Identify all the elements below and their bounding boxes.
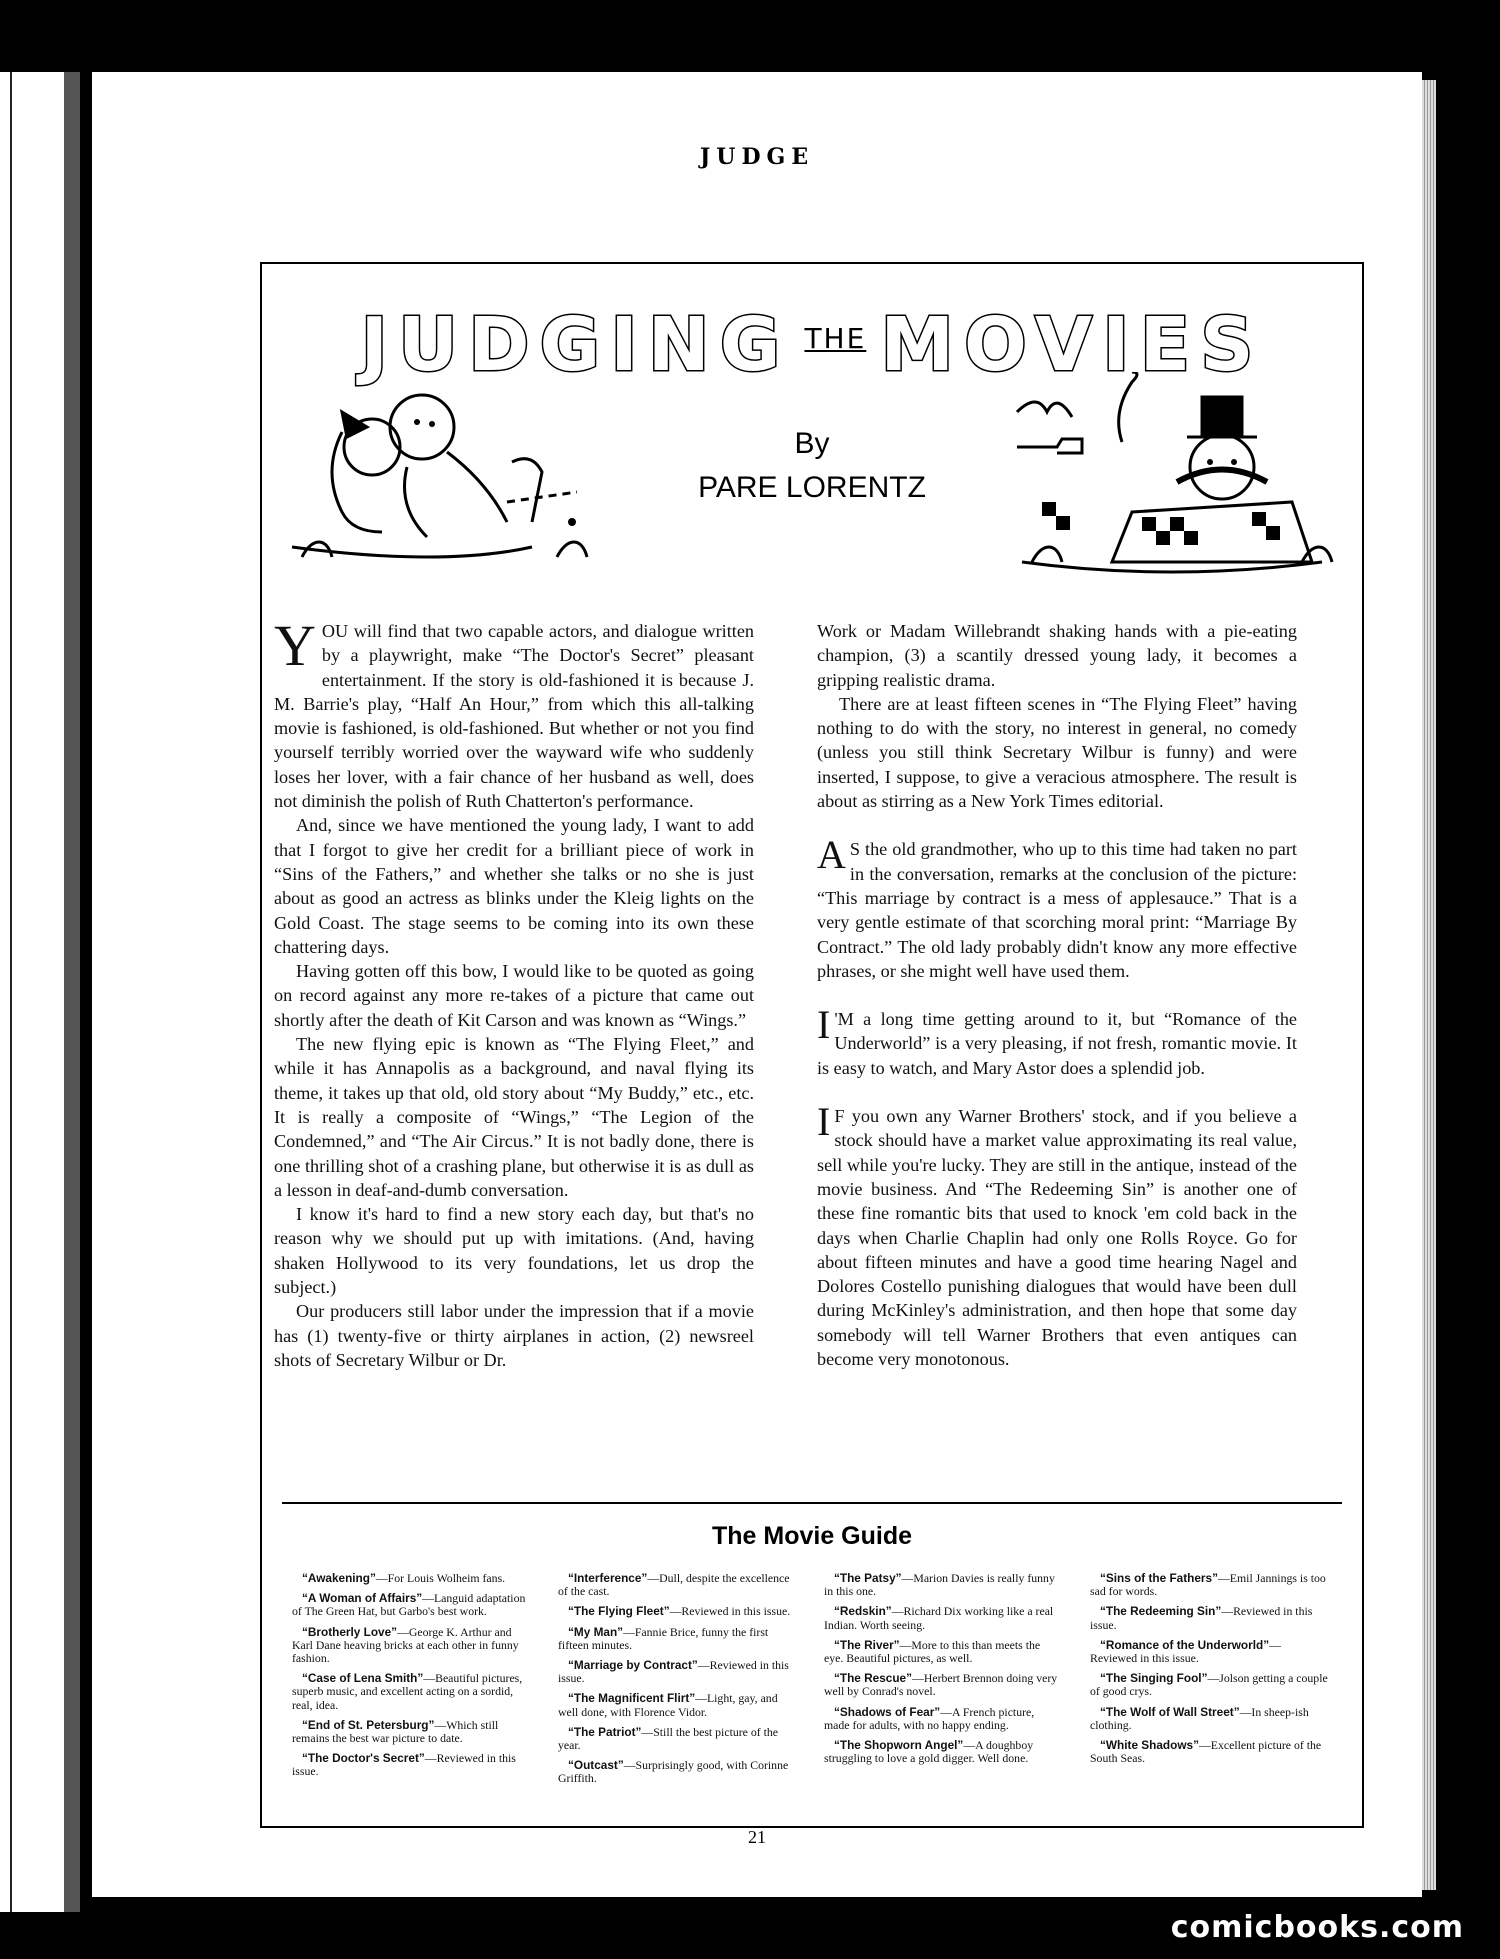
title-word-judging: JUDGING <box>360 302 791 388</box>
article-column-left <box>274 613 754 1372</box>
binding-line <box>0 72 12 1912</box>
drop-cap: Y <box>274 613 316 678</box>
paragraph: YOU will find that two capable actors, and dialogue written by a playwright, make “The Doctor's Secret” pleasant entertainment. If the story is old-fashioned it is because J. M. Barrie's play, “Half An Hour,” from which this all-talking movie is fashioned, is old-fashioned. But whether or not you find yourself terribly worried over the wayward wife who suddenly loses her lover, with a fair chance of her husband as well, does not diminish the polish of Ruth Chatterton's performance. <box>274 613 754 812</box>
watermark: comicbooks.com <box>1170 1910 1464 1945</box>
article-column-right <box>817 619 1297 1371</box>
guide-entry: “Awakening”—For Louis Wolheim fans. <box>302 1571 506 1585</box>
paragraph: Our producers still labor under the impression that if a movie has (1) twenty-five or thirty airplanes in action, (2) newsreel shots of Secretary Wilbur or Dr. <box>274 1301 754 1370</box>
byline <box>582 422 1042 510</box>
paragraph: I 'M a long time getting around to it, but “Romance of the Underworld” is a very pleasing, if not fresh, romantic movie. It is easy to watch, and Mary Astor does a splendid job. <box>817 1002 1297 1078</box>
guide-entry: “The Magnificent Flirt”—Light, gay, and well done, with Florence Vidor. <box>558 1691 778 1719</box>
drop-cap: A <box>817 832 846 878</box>
guide-entry: “My Man”—Fannie Brice, funny the first fifteen minutes. <box>558 1624 769 1652</box>
movie-guide-title: The Movie Guide <box>711 1522 913 1550</box>
guide-entry: “Outcast”—Surprisingly good, with Corinne Griffith. <box>558 1758 789 1786</box>
guide-entry: “Case of Lena Smith”—Beautiful pictures, superb music, and excellent acting on a sordid, real, idea. <box>292 1671 523 1712</box>
guide-column-1 <box>292 1572 530 1786</box>
page-number: 21 <box>748 1827 766 1847</box>
gutter-shadow <box>64 72 80 1912</box>
guide-entry: “The Doctor's Secret”—Reviewed in this issue. <box>292 1751 516 1779</box>
paragraph: Work or Madam Willebrandt shaking hands with a pie-eating champion, (3) a scantily dressed young lady, it becomes a gripping realistic drama. <box>817 621 1297 690</box>
guide-entry: “The Shopworn Angel”—A doughboy struggling to love a gold digger. Well done. <box>824 1738 1034 1766</box>
paragraph: I F you own any Warner Brothers' stock, and if you believe a stock should have a market value approximating its real value, sell while you're lucky. They are still in the antique, instead of the movie business. And “The Redeeming Sin” is another one of these fine romantic bits that used to knock 'em cold back in the days when Charlie Chaplin had only one Rolls Royce. Go for about fifteen minutes and have a good time hearing Nagel and Dolores Costello punishing dialogues that would have been dull during McKinley's administration, and then hope that some day somebody will tell Warner Brothers that even antiques can become very monotonous. <box>817 1099 1297 1370</box>
guide-entry: “Redskin”—Richard Dix working like a real Indian. Worth seeing. <box>824 1604 1054 1632</box>
page-stack-edge <box>1422 80 1436 1890</box>
guide-entry: “Marriage by Contract”—Reviewed in this issue. <box>558 1658 789 1686</box>
section-divider <box>282 1502 1342 1504</box>
guide-entry: “Interference”—Dull, despite the excellence of the cast. <box>558 1571 790 1599</box>
guide-entry: “Shadows of Fear”—A French picture, made for adults, with no happy ending. <box>824 1704 1035 1732</box>
byline-by: By <box>794 427 830 460</box>
guide-entry: “A Woman of Affairs”—Languid adaptation of The Green Hat, but Garbo's best work. <box>292 1591 526 1619</box>
paragraph: There are at least fifteen scenes in “The Flying Fleet” having nothing to do with the story, no interest in general, no comedy (unless you still think Secretary Wilbur is funny) and were inserted, I suppose, to give a veracious atmosphere. The result is about as stirring as a New York Times editorial. <box>817 693 1297 812</box>
guide-entry: “White Shadows”—Excellent picture of the South Seas. <box>1090 1738 1322 1766</box>
guide-entry: “The Rescue”—Herbert Brennon doing very well by Conrad's novel. <box>824 1671 1058 1699</box>
paragraph: And, since we have mentioned the young lady, I want to add that I forgot to give her credit for a brilliant piece of work in “Sins of the Fathers,” and whether she talks or no she is just about as good an actress as blinks under the Kleig lights on the Gold Coast. The stage seems to be coming into its own these chattering days. <box>274 815 754 957</box>
guide-entry: “The Patsy”—Marion Davies is really funny in this one. <box>824 1571 1055 1599</box>
paragraph: A S the old grandmother, who up to this time had taken no part in the conversation, remarks at the conclusion of the picture: “This marriage by contract is a mess of applesauce.” That is a very gentle estimate of that scorching moral print: “Marriage By Contract.” The old lady probably didn't know any more effective phrases, or she might well have used them. <box>817 832 1297 981</box>
guide-entry: “The Singing Fool”—Jolson getting a couple of good crys. <box>1090 1671 1328 1699</box>
guide-column-4 <box>1090 1572 1328 1772</box>
guide-entry: “The Wolf of Wall Street”—In sheep-ish clothing. <box>1090 1704 1309 1732</box>
magazine-page <box>92 72 1422 1897</box>
paragraph: I know it's hard to find a new story each day, but that's no reason why we should put up with imitations. (And, having shaken Hollywood to its very foundations, let us drop the subject.) <box>274 1204 754 1298</box>
guide-entry: “Sins of the Fathers”—Emil Jannings is too sad for words. <box>1090 1571 1326 1599</box>
guide-entry: “End of St. Petersburg”—Which still remains the best war picture to date. <box>292 1717 499 1746</box>
byline-author: PARE LORENTZ <box>698 471 926 504</box>
couple-illustration <box>272 372 592 582</box>
guide-entry: “The Patriot”—Still the best picture of the year. <box>558 1724 779 1753</box>
running-head: JUDGE <box>699 144 815 170</box>
paragraph: The new flying epic is known as “The Flying Fleet,” and while it has Annapolis as a background, and naval flying its theme, it takes up that old, old story about “My Buddy,” etc., etc. It is really a composite of “Wings,” “The Legion of the Condemned,” and “The Air Circus.” It is not badly done, there is one thrilling shot of a crashing plane, but otherwise it is as dull as a lesson in deaf-and-dumb conversation. <box>274 1034 754 1200</box>
guide-entry: “The Redeeming Sin”—Reviewed in this issue. <box>1090 1604 1313 1632</box>
guide-column-2 <box>558 1572 796 1793</box>
guide-entry: “The River”—More to this than meets the eye. Beautiful pictures, as well. <box>824 1637 1041 1666</box>
guide-entry: “Romance of the Underworld”—Reviewed in this issue. <box>1090 1637 1281 1666</box>
article-frame <box>260 262 1364 1828</box>
paragraph: Having gotten off this bow, I would like to be quoted as going on record against any more re-takes of a picture that came out shortly after the death of Kit Carson and was known as “Wings.” <box>274 961 754 1030</box>
guide-column-3 <box>824 1572 1062 1772</box>
guide-entry: “Brotherly Love”—George K. Arthur and Karl Dane heaving bricks at each other in funny fashion. <box>292 1624 519 1666</box>
drop-cap: I <box>817 1099 831 1145</box>
title-word-movies: MOVIES <box>880 302 1264 388</box>
previous-page-edge <box>0 72 80 1912</box>
drop-cap: I <box>817 1002 831 1048</box>
title-word-the: THE <box>804 322 867 355</box>
guide-entry: “The Flying Fleet”—Reviewed in this issue. <box>568 1604 791 1619</box>
villain-illustration <box>1002 372 1347 582</box>
